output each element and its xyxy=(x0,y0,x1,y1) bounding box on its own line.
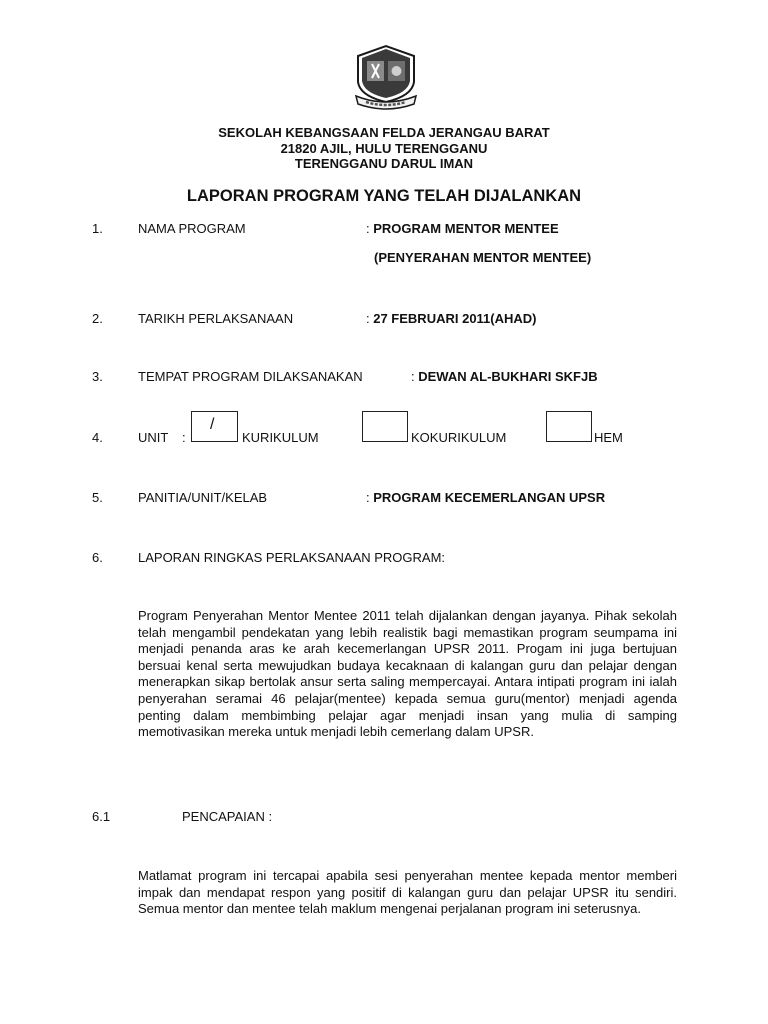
kurikulum-label: KURIKULUM xyxy=(242,430,319,445)
colon: : xyxy=(366,490,374,505)
item-4-number: 4. xyxy=(92,430,103,445)
item-5-label: PANITIA/UNIT/KELAB xyxy=(138,490,268,505)
item-6-1-label: PENCAPAIAN : xyxy=(182,809,273,824)
school-crest-logo xyxy=(352,44,420,110)
school-address: 21820 AJIL, HULU TERENGGANU xyxy=(280,141,488,156)
item-3-label: TEMPAT PROGRAM DILAKSANAKAN xyxy=(138,369,363,384)
kokurikulum-checkbox[interactable] xyxy=(362,411,408,442)
hem-checkbox[interactable] xyxy=(546,411,592,442)
item-5-number: 5. xyxy=(92,490,103,505)
colon: : xyxy=(366,311,374,326)
item-2-number: 2. xyxy=(92,311,103,326)
item-1-number: 1. xyxy=(92,221,103,236)
date-value: 27 FEBRUARI 2011(AHAD) xyxy=(373,311,537,326)
hem-label: HEM xyxy=(594,430,623,445)
achievement-paragraph: Matlamat program ini tercapai apabila sesi penyerahan mentee kepada mentor memberi impak dan mendapat respon yang positif di kalangan guru dan pelajar UPSR itu sendiri. Semua mentor dan mentee telah maklum mengenai perjalanan program ini seterusnya. xyxy=(138,868,677,917)
program-name-value: PROGRAM MENTOR MENTEE xyxy=(373,221,559,236)
kurikulum-check-mark: / xyxy=(210,416,215,433)
item-5-value-row xyxy=(366,490,605,505)
item-3-number: 3. xyxy=(92,369,103,384)
item-4-label: UNIT xyxy=(138,430,169,445)
item-4-colon: : xyxy=(182,430,186,445)
venue-value: DEWAN AL-BUKHARI SKFJB xyxy=(418,369,598,384)
program-subtitle-value: (PENYERAHAN MENTOR MENTEE) xyxy=(374,250,592,265)
item-6-1-number: 6.1 xyxy=(92,809,111,824)
school-state: TERENGGANU DARUL IMAN xyxy=(294,156,474,171)
item-6-label: LAPORAN RINGKAS PERLAKSANAAN PROGRAM: xyxy=(138,550,446,565)
item-6-number: 6. xyxy=(92,550,103,565)
item-2-value-row xyxy=(366,311,537,326)
item-1-value-row xyxy=(366,221,559,236)
kurikulum-checkbox[interactable] xyxy=(191,411,238,442)
report-title: LAPORAN PROGRAM YANG TELAH DIJALANKAN xyxy=(186,187,582,205)
school-name: SEKOLAH KEBANGSAAN FELDA JERANGAU BARAT xyxy=(218,125,550,140)
program-summary-paragraph: Program Penyerahan Mentor Mentee 2011 telah dijalankan dengan jayanya. Pihak sekolah telah mengambil pendekatan yang lebih realistik bagi memastikan program seumpama ini menjadi penanda aras ke arah kecemerlangan UPSR 2011. Progam ini juga bertujuan bersuai kenal serta mewujudkan budaya kecaknaan di kalangan guru dan pelajar dengan menerapkan sikap bertolak ansur serta saling mempercayai. Antara intipati program ini ialah penyerahan seramai 46 pelajar(mentee) kepada semua guru(mentor) menjadi agenda penting dalam membimbing pelajar agar menjadi insan yang mulia di samping memotivasikan mereka untuk menjadi lebih cemerlang dalam UPSR. xyxy=(138,608,677,740)
committee-value: PROGRAM KECEMERLANGAN UPSR xyxy=(373,490,606,505)
colon: : xyxy=(411,369,419,384)
kokurikulum-label: KOKURIKULUM xyxy=(411,430,507,445)
item-2-label: TARIKH PERLAKSANAAN xyxy=(138,311,294,326)
item-1-label: NAMA PROGRAM xyxy=(138,221,246,236)
colon: : xyxy=(366,221,374,236)
item-3-value-row xyxy=(411,369,598,384)
